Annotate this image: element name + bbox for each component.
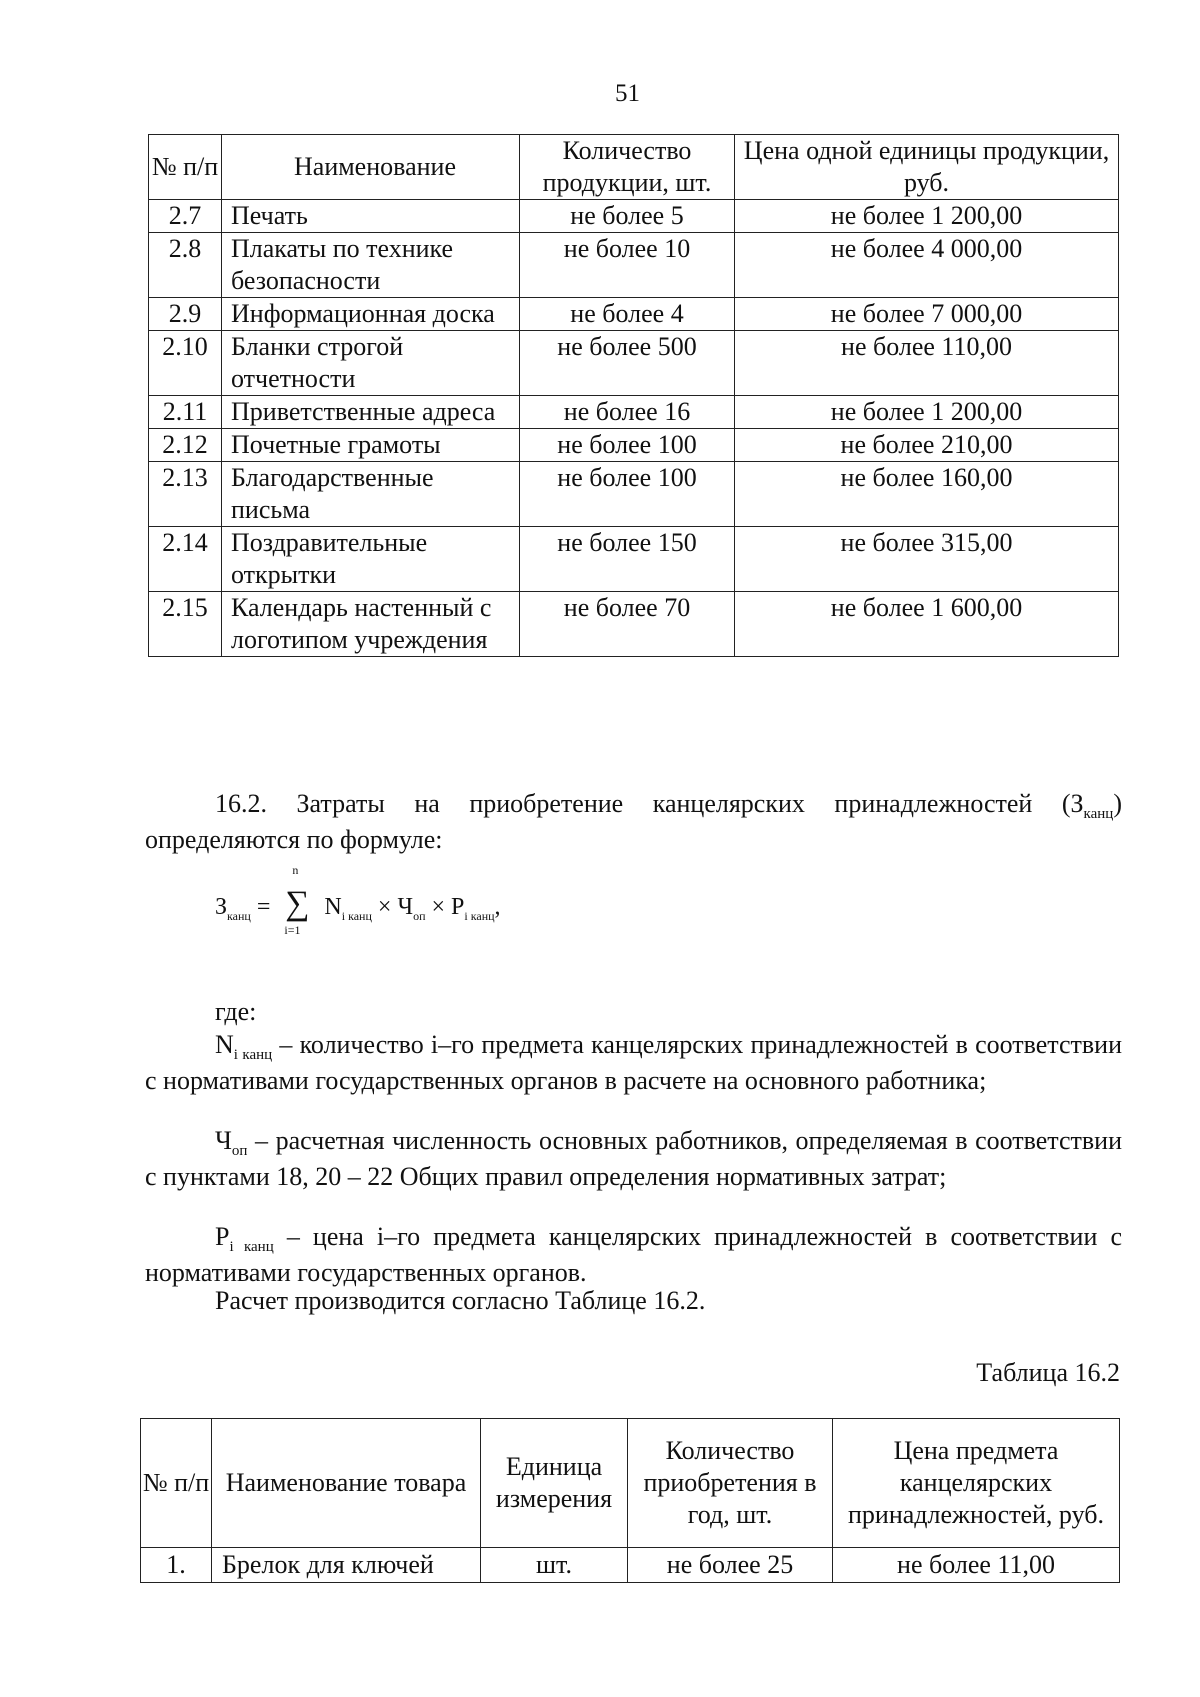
row-quantity: не более 70	[520, 592, 735, 657]
formula-term-n-sub: i канц	[341, 909, 372, 923]
row-quantity: не более 16	[520, 396, 735, 429]
row-unit: шт.	[481, 1548, 628, 1583]
row-number: 2.8	[149, 233, 222, 298]
definition-ch	[145, 1125, 1122, 1193]
col-header-number: № п/п	[141, 1419, 212, 1548]
col-header-number: № п/п	[149, 135, 222, 200]
row-quantity: не более 5	[520, 200, 735, 233]
def-ch-symbol: Ч	[215, 1126, 232, 1155]
table-row	[149, 233, 1119, 298]
formula-tail: ,	[494, 894, 501, 920]
def-p-sub: i канц	[229, 1239, 274, 1255]
row-quantity: не более 4	[520, 298, 735, 331]
col-header-unit: Единица измерения	[481, 1419, 628, 1548]
table-row	[149, 200, 1119, 233]
row-quantity: не более 100	[520, 462, 735, 527]
sigma-symbol: ∑	[285, 885, 310, 922]
stationery-table-2	[140, 1418, 1120, 1583]
col-header-quantity: Количество приобретения в год, шт.	[628, 1419, 833, 1548]
row-price: не более 1 200,00	[735, 396, 1119, 429]
row-number: 2.9	[149, 298, 222, 331]
stationery-table-1	[148, 134, 1119, 657]
col-header-price: Цена предмета канцелярских принадлежностей, руб.	[833, 1419, 1120, 1548]
row-name: Плакаты по технике безопасности	[222, 233, 520, 298]
table-row	[149, 298, 1119, 331]
definition-n	[145, 1029, 1122, 1097]
formula-equals: =	[256, 894, 271, 920]
col-header-price: Цена одной единицы продукции, руб.	[735, 135, 1119, 200]
intro-text: 16.2. Затраты на приобретение канцелярских принадлежностей (З	[215, 789, 1084, 818]
formula-term-p-sub: i канц	[464, 909, 495, 923]
def-ch-sub: оп	[231, 1143, 248, 1159]
intro-subscript: канц	[1083, 806, 1114, 822]
row-name: Печать	[222, 200, 520, 233]
row-quantity: не более 500	[520, 331, 735, 396]
intro-paragraph	[145, 788, 1122, 856]
row-number: 2.11	[149, 396, 222, 429]
col-header-name: Наименование товара	[212, 1419, 481, 1548]
intro-end: ) определяются по формуле:	[145, 789, 1122, 854]
row-price: не более 11,00	[833, 1548, 1120, 1583]
formula-times: ×	[377, 894, 392, 920]
formula-times: ×	[431, 894, 446, 920]
row-name: Информационная доска	[222, 298, 520, 331]
row-name: Бланки строгой отчетности	[222, 331, 520, 396]
table-row	[141, 1548, 1120, 1583]
cost-formula	[215, 863, 501, 937]
row-price: не более 160,00	[735, 462, 1119, 527]
table-header-row	[141, 1419, 1120, 1548]
row-quantity: не более 100	[520, 429, 735, 462]
row-quantity: не более 150	[520, 527, 735, 592]
table-row	[149, 396, 1119, 429]
row-number: 2.7	[149, 200, 222, 233]
col-header-name: Наименование	[222, 135, 520, 200]
def-ch-text: – расчетная численность основных работников, определяемая в соответствии с пунктами 18, 20 – 22 Общих правил определения нормативных затрат;	[145, 1126, 1122, 1191]
page-number: 51	[615, 80, 640, 107]
row-number: 2.12	[149, 429, 222, 462]
formula-sigma	[280, 863, 314, 937]
row-price: не более 7 000,00	[735, 298, 1119, 331]
row-number: 2.10	[149, 331, 222, 396]
formula-term-ch-sub: оп	[413, 909, 426, 923]
row-price: не более 4 000,00	[735, 233, 1119, 298]
row-name: Благодарственные письма	[222, 462, 520, 527]
def-n-sub: i канц	[233, 1047, 273, 1063]
def-p-symbol: P	[215, 1222, 230, 1251]
row-price: не более 210,00	[735, 429, 1119, 462]
row-number: 2.13	[149, 462, 222, 527]
row-quantity: не более 25	[628, 1548, 833, 1583]
where-label: где:	[215, 997, 257, 1026]
table-header-row	[149, 135, 1119, 200]
row-name: Поздравительные открытки	[222, 527, 520, 592]
col-header-quantity: Количество продукции, шт.	[520, 135, 735, 200]
table-row	[149, 462, 1119, 527]
row-name: Брелок для ключей	[212, 1548, 481, 1583]
row-price: не более 110,00	[735, 331, 1119, 396]
row-number: 2.15	[149, 592, 222, 657]
table-caption: Таблица 16.2	[976, 1358, 1120, 1387]
row-price: не более 1 200,00	[735, 200, 1119, 233]
formula-lhs-sub: канц	[227, 909, 251, 923]
calc-note: Расчет производится согласно Таблице 16.2.	[215, 1286, 706, 1315]
def-n-text: – количество i–го предмета канцелярских принадлежностей в соответствии с нормативами государственных органов в расчете на основного работника;	[145, 1030, 1122, 1095]
table-row	[149, 331, 1119, 396]
formula-term-n: N	[324, 894, 342, 920]
sigma-upper: n	[292, 863, 299, 877]
def-p-text: – цена i–го предмета канцелярских принадлежностей в соответствии с нормативами государственных органов.	[145, 1222, 1122, 1287]
row-quantity: не более 10	[520, 233, 735, 298]
row-price: не более 315,00	[735, 527, 1119, 592]
definition-p	[145, 1221, 1122, 1289]
row-name: Почетные грамоты	[222, 429, 520, 462]
table-row	[149, 592, 1119, 657]
row-name: Календарь настенный с логотипом учреждения	[222, 592, 520, 657]
formula-term-ch: Ч	[397, 894, 414, 920]
formula-term-p: P	[451, 894, 465, 920]
row-price: не более 1 600,00	[735, 592, 1119, 657]
row-number: 2.14	[149, 527, 222, 592]
table-row	[149, 429, 1119, 462]
row-number: 1.	[141, 1548, 212, 1583]
def-n-symbol: N	[215, 1030, 234, 1059]
formula-lhs: З	[215, 894, 228, 920]
row-name: Приветственные адреса	[222, 396, 520, 429]
table-row	[149, 527, 1119, 592]
sigma-lower: i=1	[284, 923, 301, 937]
